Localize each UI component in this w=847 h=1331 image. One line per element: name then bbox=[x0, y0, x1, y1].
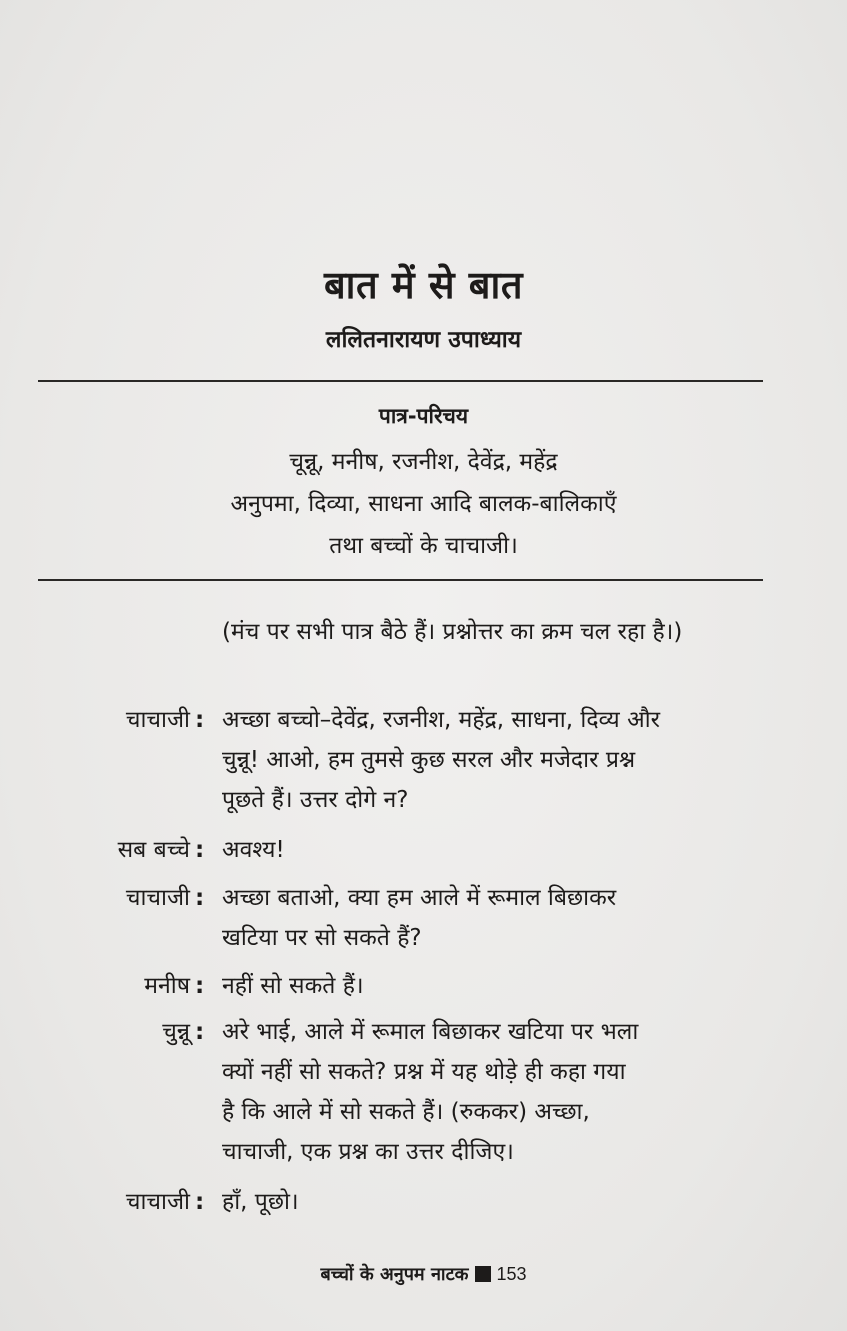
cast-line: तथा बच्चों के चाचाजी। bbox=[329, 533, 518, 559]
speech-line: है कि आले में सो सकते हैं। (रुककर) अच्छा, bbox=[222, 1099, 590, 1125]
cast-line: अनुपमा, दिव्या, साधना आदि बालक-बालिकाएँ bbox=[230, 491, 617, 517]
page-footer bbox=[0, 1262, 847, 1286]
black-square-icon bbox=[475, 1266, 491, 1282]
stage-direction: (मंच पर सभी पात्र बैठे हैं। प्रश्नोत्तर का क्रम चल रहा है।) bbox=[222, 619, 683, 645]
speech-line: अरे भाई, आले में रूमाल बिछाकर खटिया पर भला bbox=[222, 1019, 639, 1045]
author-name: ललितनारायण उपाध्याय bbox=[325, 327, 522, 353]
speaker-name: चुन्नू bbox=[162, 1019, 190, 1045]
speaker-colon: : bbox=[195, 973, 205, 999]
play-title: बात में से बात bbox=[323, 263, 523, 307]
speech-line: चाचाजी, एक प्रश्न का उत्तर दीजिए। bbox=[222, 1139, 514, 1165]
speech-line: हाँ, पूछो। bbox=[222, 1189, 299, 1215]
speaker-colon: : bbox=[195, 885, 205, 911]
speech-line: अच्छा बच्चो–देवेंद्र, रजनीश, महेंद्र, साधना, दिव्य और bbox=[222, 707, 661, 733]
divider-bottom bbox=[38, 579, 763, 581]
page-number: 153 bbox=[496, 1264, 527, 1284]
speaker-name: सब बच्चे bbox=[117, 837, 190, 863]
speech-line: नहीं सो सकते हैं। bbox=[222, 973, 364, 999]
speaker-colon: : bbox=[195, 707, 205, 733]
cast-heading: पात्र-परिचय bbox=[378, 404, 469, 428]
speaker-colon: : bbox=[195, 1019, 205, 1045]
speaker-colon: : bbox=[195, 837, 205, 863]
speaker-name: मनीष bbox=[144, 973, 190, 999]
speech-line: अवश्य! bbox=[222, 837, 285, 863]
speaker-colon: : bbox=[195, 1189, 205, 1215]
speaker-name: चाचाजी bbox=[125, 707, 190, 733]
speech-line: अच्छा बताओ, क्या हम आले में रूमाल बिछाकर bbox=[222, 885, 617, 911]
speaker-name: चाचाजी bbox=[125, 885, 190, 911]
speech-line: चुन्नू! आओ, हम तुमसे कुछ सरल और मजेदार प्रश्न bbox=[222, 747, 636, 773]
speech-line: खटिया पर सो सकते हैं? bbox=[222, 925, 422, 951]
book-title: बच्चों के अनुपम नाटक bbox=[320, 1264, 469, 1285]
cast-line: चून्नू, मनीष, रजनीश, देवेंद्र, महेंद्र bbox=[289, 449, 558, 475]
divider-top bbox=[38, 380, 763, 382]
speech-line: पूछते हैं। उत्तर दोगे न? bbox=[222, 787, 409, 813]
speaker-name: चाचाजी bbox=[125, 1189, 190, 1215]
speech-line: क्यों नहीं सो सकते? प्रश्न में यह थोड़े ही कहा गया bbox=[222, 1059, 626, 1085]
